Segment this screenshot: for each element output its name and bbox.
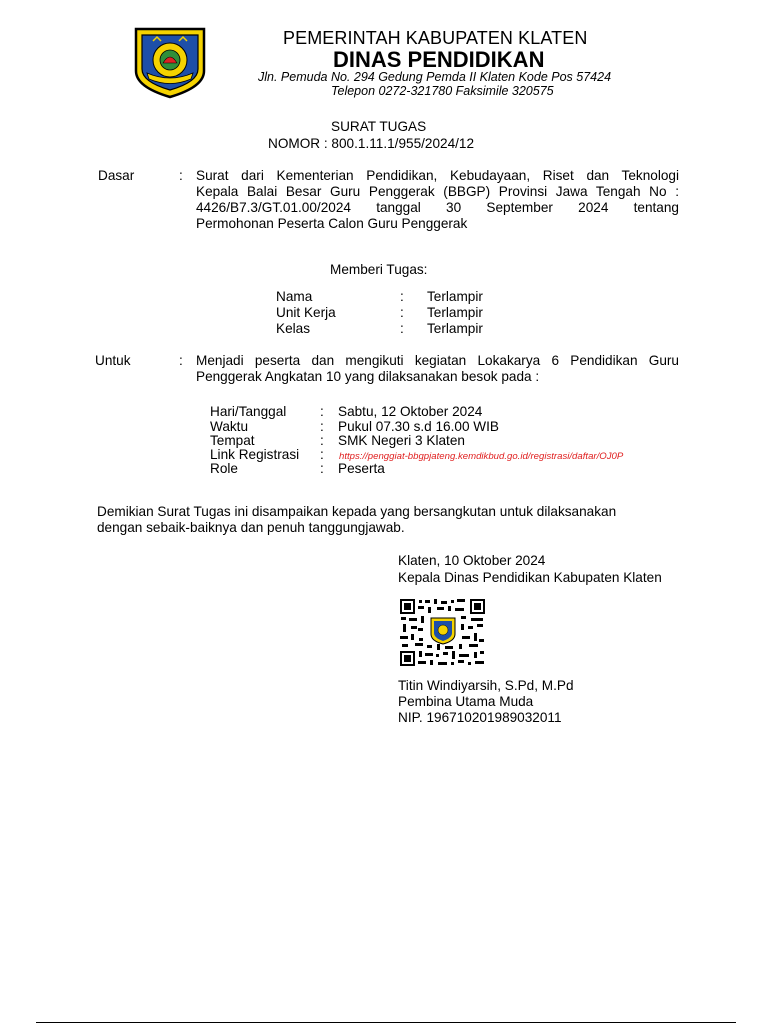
agency-name: DINAS PENDIDIKAN [333, 47, 545, 72]
assignee-unit-label: Unit Kerja [276, 305, 336, 320]
schedule-link-label: Link Registrasi [210, 447, 300, 462]
signature-place-date: Klaten, 10 Oktober 2024 [398, 553, 546, 568]
letter-title: SURAT TUGAS [331, 119, 427, 134]
schedule-place-value: SMK Negeri 3 Klaten [338, 433, 465, 448]
government-name: PEMERINTAH KABUPATEN KLATEN [283, 28, 588, 48]
schedule-place-colon: : [320, 433, 324, 448]
assignee-class-label: Kelas [276, 321, 311, 336]
schedule-time-value: Pukul 07.30 s.d 16.00 WIB [338, 419, 499, 434]
dasar-line-4: Permohonan Peserta Calon Guru Penggerak [196, 216, 468, 231]
dasar-line-2: Kepala Balai Besar Guru Penggerak (BBGP) Provinsi Jawa Tengah No : [196, 184, 679, 199]
signatory-name: Titin Windiyarsih, S.Pd, M.Pd [398, 678, 574, 693]
schedule-day-colon: : [320, 404, 324, 419]
assignee-class-value: Terlampir [427, 321, 483, 336]
dasar-label: Dasar [98, 168, 135, 183]
untuk-label: Untuk [95, 353, 131, 368]
signature-qr-code [399, 598, 486, 667]
dasar-line-1: Surat dari Kementerian Pendidikan, Kebudayaan, Riset dan Teknologi [196, 168, 679, 183]
untuk-line-1: Menjadi peserta dan mengikuti kegiatan Lokakarya 6 Pendidikan Guru [196, 353, 679, 368]
signatory-rank: Pembina Utama Muda [398, 694, 534, 709]
office-contact: Telepon 0272-321780 Faksimile 320575 [331, 84, 554, 98]
schedule-link-colon: : [320, 447, 324, 462]
schedule-day-value: Sabtu, 12 Oktober 2024 [338, 404, 483, 419]
assignment-heading: Memberi Tugas: [330, 262, 428, 277]
assignee-unit-colon: : [400, 305, 404, 320]
page-bottom-rule [36, 1022, 736, 1023]
dasar-colon: : [179, 168, 183, 183]
closing-line-2: dengan sebaik-baiknya dan penuh tanggungjawab. [97, 520, 405, 535]
schedule-role-colon: : [320, 461, 324, 476]
assignee-name-label: Nama [276, 289, 313, 304]
assignee-name-value: Terlampir [427, 289, 483, 304]
klaten-regency-emblem [133, 27, 207, 99]
dasar-line-3: 4426/B7.3/GT.01.00/2024 tanggal 30 September 2024 tentang [196, 200, 679, 215]
untuk-colon: : [179, 353, 183, 368]
schedule-time-colon: : [320, 419, 324, 434]
letter-number: NOMOR : 800.1.11.1/955/2024/12 [268, 136, 475, 151]
assignee-class-colon: : [400, 321, 404, 336]
schedule-day-label: Hari/Tanggal [210, 404, 287, 419]
signature-position: Kepala Dinas Pendidikan Kabupaten Klaten [398, 570, 662, 585]
assignee-unit-value: Terlampir [427, 305, 483, 320]
untuk-line-2: Penggerak Angkatan 10 yang dilaksanakan besok pada : [196, 369, 540, 384]
schedule-role-label: Role [210, 461, 238, 476]
assignee-name-colon: : [400, 289, 404, 304]
schedule-time-label: Waktu [210, 419, 249, 434]
registration-link[interactable]: https://penggiat-bbgpjateng.kemdikbud.go.id/registrasi/daftar/OJ0P [339, 451, 624, 462]
signatory-nip: NIP. 196710201989032011 [398, 710, 562, 725]
office-address: Jln. Pemuda No. 294 Gedung Pemda II Klaten Kode Pos 57424 [258, 70, 612, 84]
schedule-place-label: Tempat [210, 433, 255, 448]
closing-line-1: Demikian Surat Tugas ini disampaikan kepada yang bersangkutan untuk dilaksanakan [97, 504, 617, 519]
schedule-role-value: Peserta [338, 461, 385, 476]
